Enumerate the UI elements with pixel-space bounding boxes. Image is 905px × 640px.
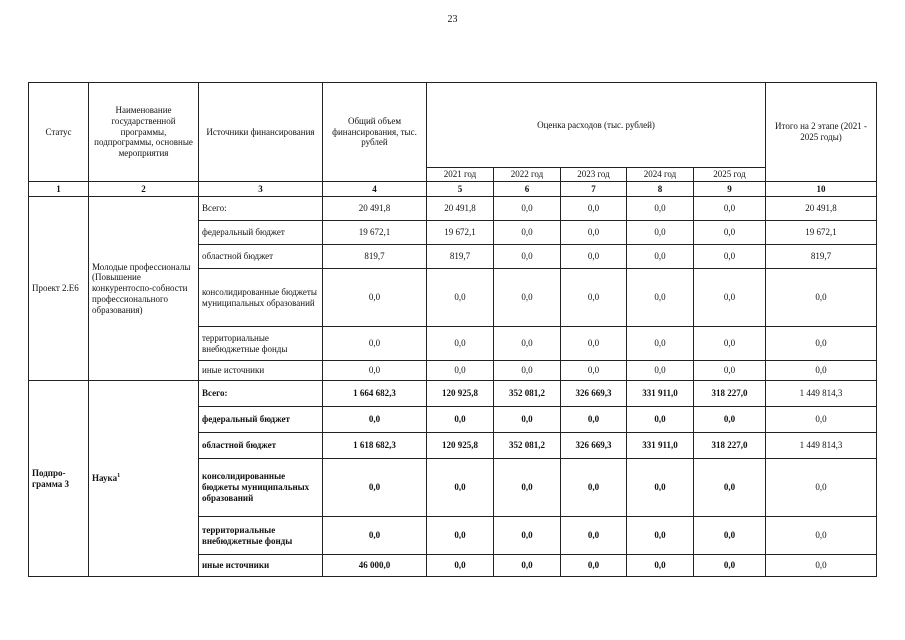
stage-total-cell: 0,0 — [766, 459, 877, 517]
amount-cell: 0,0 — [627, 221, 694, 245]
amount-cell: 1 618 682,3 — [323, 433, 427, 459]
funding-source: областной бюджет — [199, 433, 323, 459]
amount-cell: 0,0 — [323, 361, 427, 381]
amount-cell: 0,0 — [323, 327, 427, 361]
stage-total-cell: 0,0 — [766, 327, 877, 361]
stage-total-cell: 0,0 — [766, 361, 877, 381]
amount-cell: 0,0 — [323, 459, 427, 517]
amount-cell: 0,0 — [627, 361, 694, 381]
amount-cell: 0,0 — [627, 245, 694, 269]
header-year: 2024 год — [627, 168, 694, 182]
header-status: Статус — [29, 83, 89, 182]
header-year: 2023 год — [561, 168, 627, 182]
amount-cell: 0,0 — [494, 407, 561, 433]
column-numbers-row — [29, 182, 877, 197]
stage-total-cell: 0,0 — [766, 269, 877, 327]
amount-cell: 0,0 — [561, 361, 627, 381]
funding-source: федеральный бюджет — [199, 221, 323, 245]
stage-total-cell: 1 449 814,3 — [766, 433, 877, 459]
amount-cell: 20 491,8 — [427, 197, 494, 221]
amount-cell: 0,0 — [494, 221, 561, 245]
amount-cell: 0,0 — [494, 245, 561, 269]
section-name-text: Наука — [92, 473, 118, 484]
amount-cell: 0,0 — [561, 327, 627, 361]
amount-cell: 0,0 — [561, 555, 627, 577]
header-total-volume: Общий объем финансирования, тыс. рублей — [323, 83, 427, 182]
amount-cell: 0,0 — [694, 361, 766, 381]
amount-cell: 352 081,2 — [494, 381, 561, 407]
column-number: 10 — [766, 182, 877, 197]
amount-cell: 0,0 — [627, 269, 694, 327]
amount-cell: 0,0 — [694, 407, 766, 433]
amount-cell: 0,0 — [427, 459, 494, 517]
funding-source: территориальные внебюджетные фонды — [199, 327, 323, 361]
amount-cell: 0,0 — [561, 459, 627, 517]
funding-source: Всего: — [199, 197, 323, 221]
column-number: 4 — [323, 182, 427, 197]
amount-cell: 120 925,8 — [427, 381, 494, 407]
amount-cell: 0,0 — [627, 407, 694, 433]
column-number: 5 — [427, 182, 494, 197]
column-number: 2 — [89, 182, 199, 197]
section-name-text: Молодые профессионалы (Повышение конкурентоспо-собности профессионального образования) — [92, 261, 191, 315]
page-number: 23 — [447, 14, 458, 25]
amount-cell: 0,0 — [427, 361, 494, 381]
amount-cell: 0,0 — [561, 407, 627, 433]
amount-cell: 819,7 — [427, 245, 494, 269]
amount-cell: 0,0 — [694, 197, 766, 221]
amount-cell: 0,0 — [694, 221, 766, 245]
amount-cell: 0,0 — [627, 517, 694, 555]
amount-cell: 0,0 — [494, 459, 561, 517]
amount-cell: 0,0 — [694, 517, 766, 555]
amount-cell: 0,0 — [494, 197, 561, 221]
amount-cell: 352 081,2 — [494, 433, 561, 459]
funding-source: консолидированные бюджеты муниципальных образований — [199, 269, 323, 327]
amount-cell: 0,0 — [561, 221, 627, 245]
amount-cell: 318 227,0 — [694, 381, 766, 407]
amount-cell: 19 672,1 — [427, 221, 494, 245]
header-year: 2021 год — [427, 168, 494, 182]
funding-source: Всего: — [199, 381, 323, 407]
amount-cell: 331 911,0 — [627, 381, 694, 407]
amount-cell: 0,0 — [494, 327, 561, 361]
header-year: 2025 год — [694, 168, 766, 182]
section-name — [89, 381, 199, 577]
amount-cell: 0,0 — [427, 327, 494, 361]
amount-cell: 19 672,1 — [323, 221, 427, 245]
amount-cell: 20 491,8 — [323, 197, 427, 221]
amount-cell: 0,0 — [627, 555, 694, 577]
funding-source: консолидированные бюджеты муниципальных образований — [199, 459, 323, 517]
stage-total-cell: 0,0 — [766, 555, 877, 577]
column-number: 9 — [694, 182, 766, 197]
amount-cell: 0,0 — [694, 245, 766, 269]
stage-total-cell: 819,7 — [766, 245, 877, 269]
budget-table — [28, 82, 877, 577]
section-status: Подпро-грамма 3 — [29, 381, 89, 577]
amount-cell: 0,0 — [627, 197, 694, 221]
amount-cell: 0,0 — [427, 517, 494, 555]
amount-cell: 0,0 — [494, 517, 561, 555]
funding-source: федеральный бюджет — [199, 407, 323, 433]
stage-total-cell: 19 672,1 — [766, 221, 877, 245]
amount-cell: 0,0 — [427, 555, 494, 577]
footnote-marker: 1 — [117, 473, 121, 480]
amount-cell: 0,0 — [561, 245, 627, 269]
table-row — [29, 197, 877, 221]
amount-cell: 326 669,3 — [561, 381, 627, 407]
funding-source: областной бюджет — [199, 245, 323, 269]
amount-cell: 0,0 — [694, 459, 766, 517]
amount-cell: 318 227,0 — [694, 433, 766, 459]
stage-total-cell: 20 491,8 — [766, 197, 877, 221]
amount-cell: 0,0 — [494, 555, 561, 577]
amount-cell: 0,0 — [494, 269, 561, 327]
header-sources: Источники финансирования — [199, 83, 323, 182]
amount-cell: 326 669,3 — [561, 433, 627, 459]
amount-cell: 819,7 — [323, 245, 427, 269]
amount-cell: 0,0 — [694, 327, 766, 361]
section-name — [89, 197, 199, 381]
amount-cell: 0,0 — [561, 197, 627, 221]
amount-cell: 0,0 — [427, 269, 494, 327]
amount-cell: 0,0 — [694, 269, 766, 327]
funding-source: территориальные внебюджетные фонды — [199, 517, 323, 555]
amount-cell: 0,0 — [627, 459, 694, 517]
amount-cell: 0,0 — [561, 269, 627, 327]
amount-cell: 0,0 — [323, 407, 427, 433]
header-name: Наименование государственной программы, подпрограммы, основные мероприятия — [89, 83, 199, 182]
amount-cell: 0,0 — [323, 517, 427, 555]
header-stage-total: Итого на 2 этапе (2021 - 2025 годы) — [766, 83, 877, 182]
column-number: 8 — [627, 182, 694, 197]
section-status: Проект 2.Е6 — [29, 197, 89, 381]
column-number: 1 — [29, 182, 89, 197]
amount-cell: 0,0 — [561, 517, 627, 555]
amount-cell: 120 925,8 — [427, 433, 494, 459]
amount-cell: 0,0 — [427, 407, 494, 433]
amount-cell: 46 000,0 — [323, 555, 427, 577]
amount-cell: 331 911,0 — [627, 433, 694, 459]
stage-total-cell: 0,0 — [766, 407, 877, 433]
column-number: 6 — [494, 182, 561, 197]
stage-total-cell: 1 449 814,3 — [766, 381, 877, 407]
amount-cell: 0,0 — [323, 269, 427, 327]
stage-total-cell: 0,0 — [766, 517, 877, 555]
table-row — [29, 381, 877, 407]
column-number: 7 — [561, 182, 627, 197]
amount-cell: 0,0 — [694, 555, 766, 577]
amount-cell: 0,0 — [494, 361, 561, 381]
amount-cell: 1 664 682,3 — [323, 381, 427, 407]
header-year: 2022 год — [494, 168, 561, 182]
column-number: 3 — [199, 182, 323, 197]
header-estimate: Оценка расходов (тыс. рублей) — [427, 83, 766, 168]
amount-cell: 0,0 — [627, 327, 694, 361]
funding-source: иные источники — [199, 361, 323, 381]
funding-source: иные источники — [199, 555, 323, 577]
